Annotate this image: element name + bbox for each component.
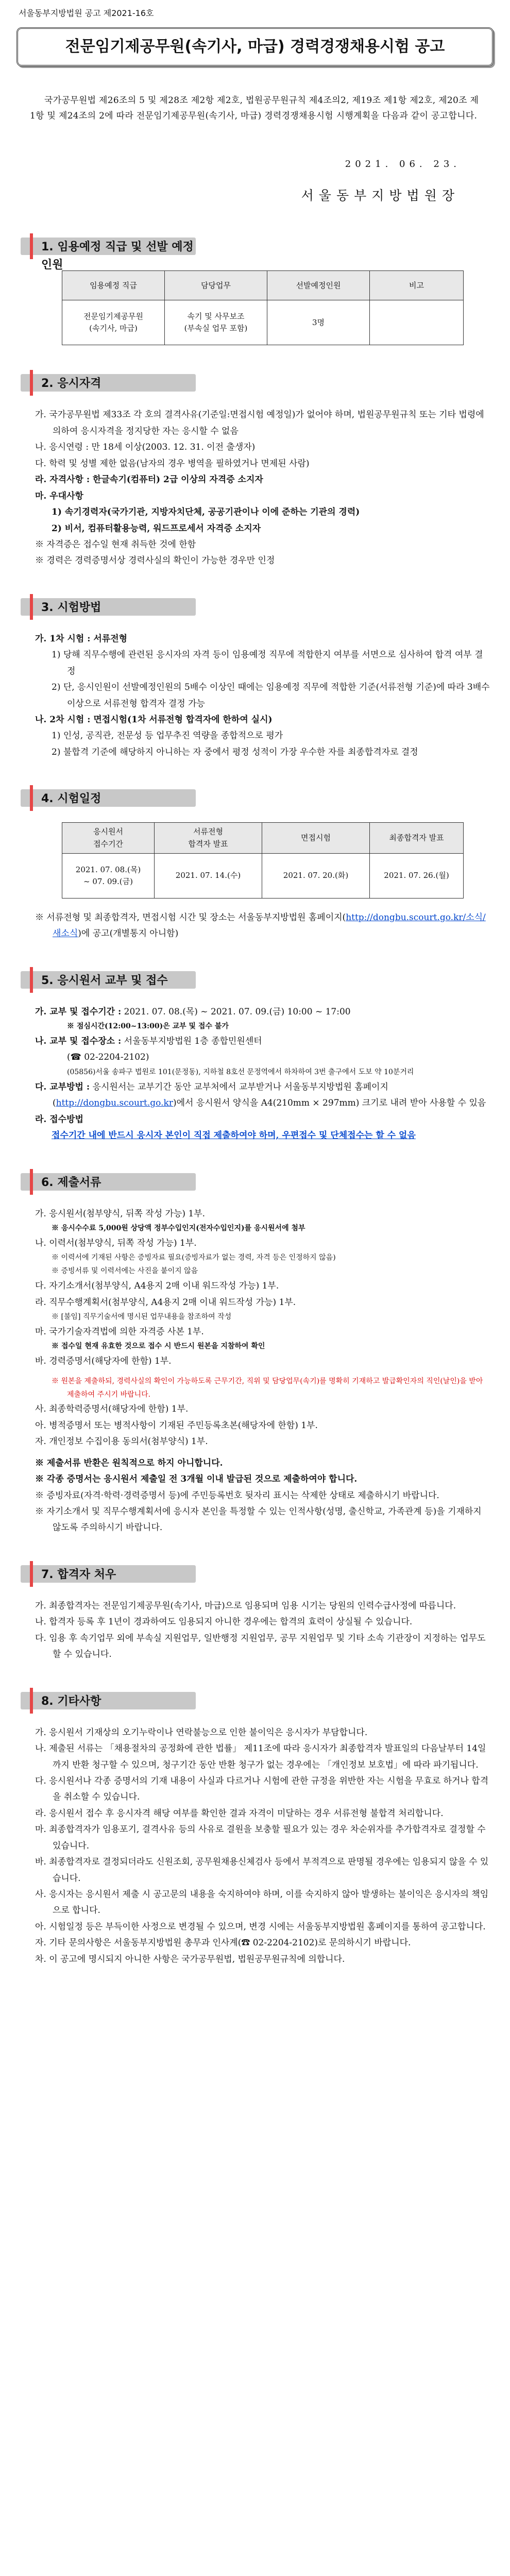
list-note: ※ [불임] 직무기술서에 명시된 업무내용을 참조하여 작성 xyxy=(52,1312,232,1321)
section-heading xyxy=(21,370,196,396)
heading-marker xyxy=(30,785,33,811)
section-heading xyxy=(21,967,196,993)
section-5 xyxy=(14,967,496,1144)
table-cell: 2021. 07. 08.(목) ~ 07. 09.(금) xyxy=(62,853,155,898)
list-item: 마. 우대사항 xyxy=(35,490,83,501)
submission-rule: 접수기간 내에 반드시 응시자 본인이 직접 제출하여야 하며, 우편접수 및 단체접수는 할 수 없음 xyxy=(52,1130,416,1141)
list-note: ※ 응시수수료 5,000원 상당액 정부수입인지(전자수입인지)를 응시원서에 첨부 xyxy=(52,1224,305,1232)
table-header: 담당업무 xyxy=(165,271,267,300)
item-text: 서울동부지방법원 1층 종합민원센터 xyxy=(124,1036,262,1047)
section-4 xyxy=(14,785,496,942)
table-header: 면접시험 xyxy=(262,823,370,854)
item-label: 가. 교부 및 접수기간 : xyxy=(35,1006,122,1017)
position-table xyxy=(62,270,464,345)
list-item: 라. 접수방법 xyxy=(35,1114,83,1125)
list-item: 마. 국가기술자격법에 의한 자격증 사본 1부. xyxy=(35,1326,204,1337)
list-item: 2) 비서, 컴퓨터활용능력, 워드프로세서 자격증 소지자 xyxy=(52,523,261,534)
section-title: 8. 기타사항 xyxy=(41,1694,101,1708)
list-item: ※ 경력은 경력증명서상 경력사실의 확인이 가능한 경우만 인정 xyxy=(35,555,275,566)
list-note: ※ 점심시간(12:00~13:00)은 교부 및 접수 불가 xyxy=(67,1022,229,1031)
section-6 xyxy=(14,1169,496,1536)
section-body xyxy=(35,1725,490,1968)
heading-marker xyxy=(30,233,33,259)
list-item: 가. 1차 시험 : 서류전형 xyxy=(35,633,128,644)
table-row xyxy=(62,853,464,898)
spacer xyxy=(35,1370,490,1375)
section-body xyxy=(35,822,490,942)
schedule-note xyxy=(35,910,490,942)
page-title: 전문임기제공무원(속기사, 마급) 경력경쟁채용시험 공고 xyxy=(16,27,494,67)
section-body xyxy=(35,1598,490,1663)
list-note: ※ 증빙서류 및 이력서에는 사진을 붙이지 않음 xyxy=(52,1267,198,1276)
table-header: 비고 xyxy=(370,271,464,300)
list-item: 사. 응시자는 응시원서 제출 시 공고문의 내용을 숙지하여야 하며, 이를 숙지하지 않아 발생하는 불이익은 응시자의 책임으로 합니다. xyxy=(35,1889,489,1916)
spacer xyxy=(35,1450,490,1455)
list-note: ※ 원본을 제출하되, 경력사실의 확인이 가능하도록 근무기간, 직위 및 담당업무(속기)를 명확히 기재하고 발급확인자의 직인(날인)을 받아 제출하여 주시기 바랍니다. xyxy=(52,1377,483,1399)
section-3 xyxy=(14,594,496,761)
item-text: 응시원서는 교부기간 동안 교부처에서 교부받거나 서울동부지방법원 홈페이지( xyxy=(53,1081,388,1109)
table-cell xyxy=(370,300,464,345)
schedule-table xyxy=(62,822,464,899)
list-item xyxy=(35,1004,490,1020)
homepage-link[interactable]: http://dongbu.scourt.go.kr xyxy=(56,1098,173,1109)
heading-marker xyxy=(30,967,33,993)
section-heading xyxy=(21,785,196,811)
list-note: ※ 접수일 현재 유효한 것으로 접수 시 반드시 원본을 지참하여 확인 xyxy=(52,1342,265,1351)
section-heading xyxy=(21,1561,196,1587)
section-title: 4. 시험일정 xyxy=(41,792,101,806)
section-title: 3. 시험방법 xyxy=(41,601,101,614)
section-title: 5. 응시원서 교부 및 접수 xyxy=(41,974,168,987)
table-cell: 속기 및 사무보조 (부속실 업무 포함) xyxy=(165,300,267,345)
section-body xyxy=(35,1004,490,1144)
section-title: 6. 제출서류 xyxy=(41,1176,101,1189)
section-title: 2. 응시자격 xyxy=(41,377,101,391)
notice-date: 2021. 06. 23. xyxy=(345,158,461,170)
list-item: 1) 당해 직무수행에 관련된 응시자의 자격 등이 임용예정 직무에 적합한지 여부를 서면으로 심사하여 합격 여부 결정 xyxy=(52,650,483,676)
list-item: 다. 임용 후 속기업무 외에 부속실 지원업무, 일반행정 지원업무, 공무 지원업무 및 기타 소속 기관장이 지정하는 업무도 할 수 있습니다. xyxy=(35,1633,486,1660)
section-heading xyxy=(21,1688,196,1714)
section-body xyxy=(35,1206,490,1536)
list-item: 나. 제출된 서류는 「채용절차의 공정화에 관한 법률」 제11조에 따라 응시자가 최종합격자 발표일의 다음날부터 14일까지 반환 청구할 수 있으며, 청구기간 동안 반환 청구가 없는 경우에는 「개인정보 보호법」에 따라 파기됩니다. xyxy=(35,1743,486,1770)
section-heading xyxy=(21,1169,196,1195)
list-item: 나. 합격자 등록 후 1년이 경과하여도 임용되지 아니한 경우에는 합격의 효력이 상실될 수 있습니다. xyxy=(35,1617,413,1628)
section-2 xyxy=(14,370,496,569)
table-header: 임용예정 직급 xyxy=(62,271,165,300)
table-cell: 3명 xyxy=(267,300,370,345)
list-item: 다. 응시원서나 각종 증명서의 기재 내용이 사실과 다르거나 시험에 관한 규정을 위반한 자는 시험을 무효로 하거나 합격을 취소할 수 있습니다. xyxy=(35,1775,489,1803)
list-item: 라. 자격사항 : 한글속기(컴퓨터) 2급 이상의 자격증 소지자 xyxy=(35,474,263,485)
list-item: 나. 2차 시험 : 면접시험(1차 서류전형 합격자에 한하여 실시) xyxy=(35,715,273,725)
section-body xyxy=(35,270,490,345)
table-cell: 2021. 07. 20.(화) xyxy=(262,853,370,898)
address: (05856)서울 송파구 법원로 101(문정동), 지하철 8호선 문정역에서 하차하여 3번 출구에서 도보 약 10분거리 xyxy=(67,1067,414,1076)
list-item xyxy=(35,1033,490,1049)
list-item: 가. 최종합격자는 전문임기제공무원(속기사, 마급)으로 임용되며 임용 시기는 당원의 인력수급사정에 따릅니다. xyxy=(35,1600,456,1611)
list-item: 차. 이 공고에 명시되지 아니한 사항은 국가공무원법, 법원공무원규칙에 의합니다. xyxy=(35,1954,345,1964)
list-item: 가. 국가공무원법 제33조 각 호의 결격사유(기준일:면접시험 예정일)가 없어야 하며, 법원공무원규칙 또는 기타 법령에 의하여 응시자격을 정지당한 자는 응시할 수 없음 xyxy=(35,410,484,436)
list-item: 2) 단, 응시인원이 선발예정인원의 5배수 이상인 때에는 임용예정 직무에 적합한 기준(서류전형 기준)에 따라 3배수 이상으로 서류전형 합격자 결정 가능 xyxy=(52,682,490,709)
list-item: 바. 최종합격자로 결정되더라도 신원조회, 공무원채용신체검사 등에서 부적격으로 판명될 경우에는 임용되지 않을 수 있습니다. xyxy=(35,1857,489,1884)
table-cell: 2021. 07. 14.(수) xyxy=(155,853,262,898)
list-item: 다. 학력 및 성별 제한 없음(남자의 경우 병역을 필하였거나 면제된 사람) xyxy=(35,458,310,469)
table-cell: 2021. 07. 26.(월) xyxy=(370,853,464,898)
list-item: 2) 불합격 기준에 해당하지 아니하는 자 중에서 평정 성적이 가장 우수한 자를 최종합격자로 결정 xyxy=(52,747,418,757)
note-text: ※ 서류전형 및 최종합격자, 면접시험 시간 및 장소는 서울동부지방법원 홈페이지( xyxy=(35,912,346,923)
issuer: 서울동부지방법원장 xyxy=(301,188,460,203)
list-item: 라. 직무수행계획서(첨부양식, A4용지 2매 이내 워드작성 가능) 1부. xyxy=(35,1297,296,1308)
notice-number: 서울동부지방법원 공고 제2021-16호 xyxy=(19,8,154,18)
list-item: 아. 시험일정 등은 부득이한 사정으로 변경될 수 있으며, 변경 시에는 서울동부지방법원 홈페이지를 통하여 공고합니다. xyxy=(35,1921,486,1932)
item-text: )에서 응시원서 양식을 A4(210mm × 297mm) 크기로 내려 받아 사용할 수 있음 xyxy=(173,1098,486,1109)
item-text: 2021. 07. 08.(목) ~ 2021. 07. 09.(금) 10:00 ~ 17:00 xyxy=(124,1006,351,1017)
heading-marker xyxy=(30,1561,33,1587)
list-item: 사. 최종학력증명서(해당자에 한함) 1부. xyxy=(35,1404,189,1415)
intro-paragraph: 국가공무원법 제26조의 5 및 제28조 제2항 제2호, 법원공무원규칙 제4조의2, 제19조 제1항 제2호, 제20조 제1항 및 제24조의 2에 따라 전문임기제공무원(속기사, 마급) 경력경쟁채용시험 시행계획을 다음과 같이 공고합니다. xyxy=(30,95,479,122)
list-note: ※ 이력서에 기재된 사항은 증빙자료 필요(증빙자료가 없는 경력, 자격 등은 인정하지 않음) xyxy=(52,1253,336,1262)
list-item: 라. 응시원서 접수 후 응시자격 해당 여부를 확인한 결과 자격이 미달하는 경우 서류전형 불합격 처리합니다. xyxy=(35,1808,444,1819)
section-heading xyxy=(21,594,196,620)
section-heading xyxy=(21,233,196,272)
section-title: 1. 임용예정 직급 및 선발 예정인원 xyxy=(41,241,194,272)
list-item xyxy=(35,1079,490,1112)
section-body xyxy=(35,407,490,569)
table-cell: 전문임기제공무원 (속기사, 마급) xyxy=(62,300,165,345)
table-header: 서류전형 합격자 발표 xyxy=(155,823,262,854)
heading-marker xyxy=(30,1688,33,1714)
list-item: 나. 이력서(첨부양식, 뒤쪽 작성 가능) 1부. xyxy=(35,1238,197,1248)
list-item: 나. 응시연령 : 만 18세 이상(2003. 12. 31. 이전 출생자) xyxy=(35,442,256,453)
list-item: 1) 속기경력자(국가기관, 지방자치단체, 공공기관이나 이에 준하는 기관의 경력) xyxy=(52,507,360,518)
phone-number: (☎ 02-2204-2102) xyxy=(67,1052,149,1063)
list-item: 1) 인성, 공직관, 전문성 등 업무추진 역량을 종합적으로 평가 xyxy=(52,731,283,741)
list-item: 가. 응시원서(첨부양식, 뒤쪽 작성 가능) 1부. xyxy=(35,1208,206,1219)
table-header: 응시원서 접수기간 xyxy=(62,823,155,854)
table-header: 선발예정인원 xyxy=(267,271,370,300)
section-7 xyxy=(14,1561,496,1663)
list-note: ※ 각종 증명서는 응시원서 제출일 전 3개월 이내 발급된 것으로 제출하여야 합니다. xyxy=(35,1474,358,1485)
list-note: ※ 증빙자료(자격·학력·경력증명서 등)에 주민등록번호 뒷자리 표시는 삭제한 상태로 제출하시기 바랍니다. xyxy=(35,1490,439,1501)
section-1 xyxy=(14,233,496,345)
list-item: 자. 기타 문의사항은 서울동부지방법원 총무과 인사계(☎ 02-2204-2102)로 문의하시기 바랍니다. xyxy=(35,1938,411,1948)
list-item: 바. 경력증명서(해당자에 한함) 1부. xyxy=(35,1356,172,1367)
list-note: ※ 자기소개서 및 직무수행계획서에 응시자 본인을 특정할 수 있는 인적사항(성명, 출신학교, 가족관계 등)을 기재하지 않도록 주의하시기 바랍니다. xyxy=(35,1506,482,1533)
heading-marker xyxy=(30,1169,33,1195)
item-label: 나. 교부 및 접수장소 : xyxy=(35,1036,122,1047)
table-row xyxy=(62,300,464,345)
section-8 xyxy=(14,1688,496,1968)
list-item: 다. 자기소개서(첨부양식, A4용지 2매 이내 워드작성 가능) 1부. xyxy=(35,1281,279,1292)
section-body xyxy=(35,631,490,761)
list-item: ※ 자격증은 접수일 현재 취득한 것에 한함 xyxy=(35,539,196,550)
list-item: 가. 응시원서 기재상의 오기누락이나 연락불능으로 인한 불이익은 응시자가 부담합니다. xyxy=(35,1727,368,1738)
list-item: 자. 개인정보 수집이용 동의서(첨부양식) 1부. xyxy=(35,1436,208,1447)
table-header: 최종합격자 발표 xyxy=(370,823,464,854)
list-note: ※ 제출서류 반환은 원칙적으로 하지 아니합니다. xyxy=(35,1458,223,1468)
list-item: 아. 병적증명서 또는 병적사항이 기재된 주민등록초본(해당자에 한함) 1부. xyxy=(35,1420,318,1431)
note-text: )에 공고(개별통지 아니함) xyxy=(78,928,179,939)
heading-marker xyxy=(30,594,33,620)
item-label: 다. 교부방법 : xyxy=(35,1081,90,1092)
list-item: 마. 최종합격자가 임용포기, 결격사유 등의 사유로 결원을 보충할 필요가 있는 경우 차순위자를 추가합격자로 결정할 수 있습니다. xyxy=(35,1824,486,1851)
section-title: 7. 합격자 처우 xyxy=(41,1568,116,1581)
heading-marker xyxy=(30,370,33,396)
warning-text xyxy=(35,1128,490,1144)
homepage-link[interactable]: http://dongbu.scourt.go.kr/소식/새소식 xyxy=(53,912,486,939)
